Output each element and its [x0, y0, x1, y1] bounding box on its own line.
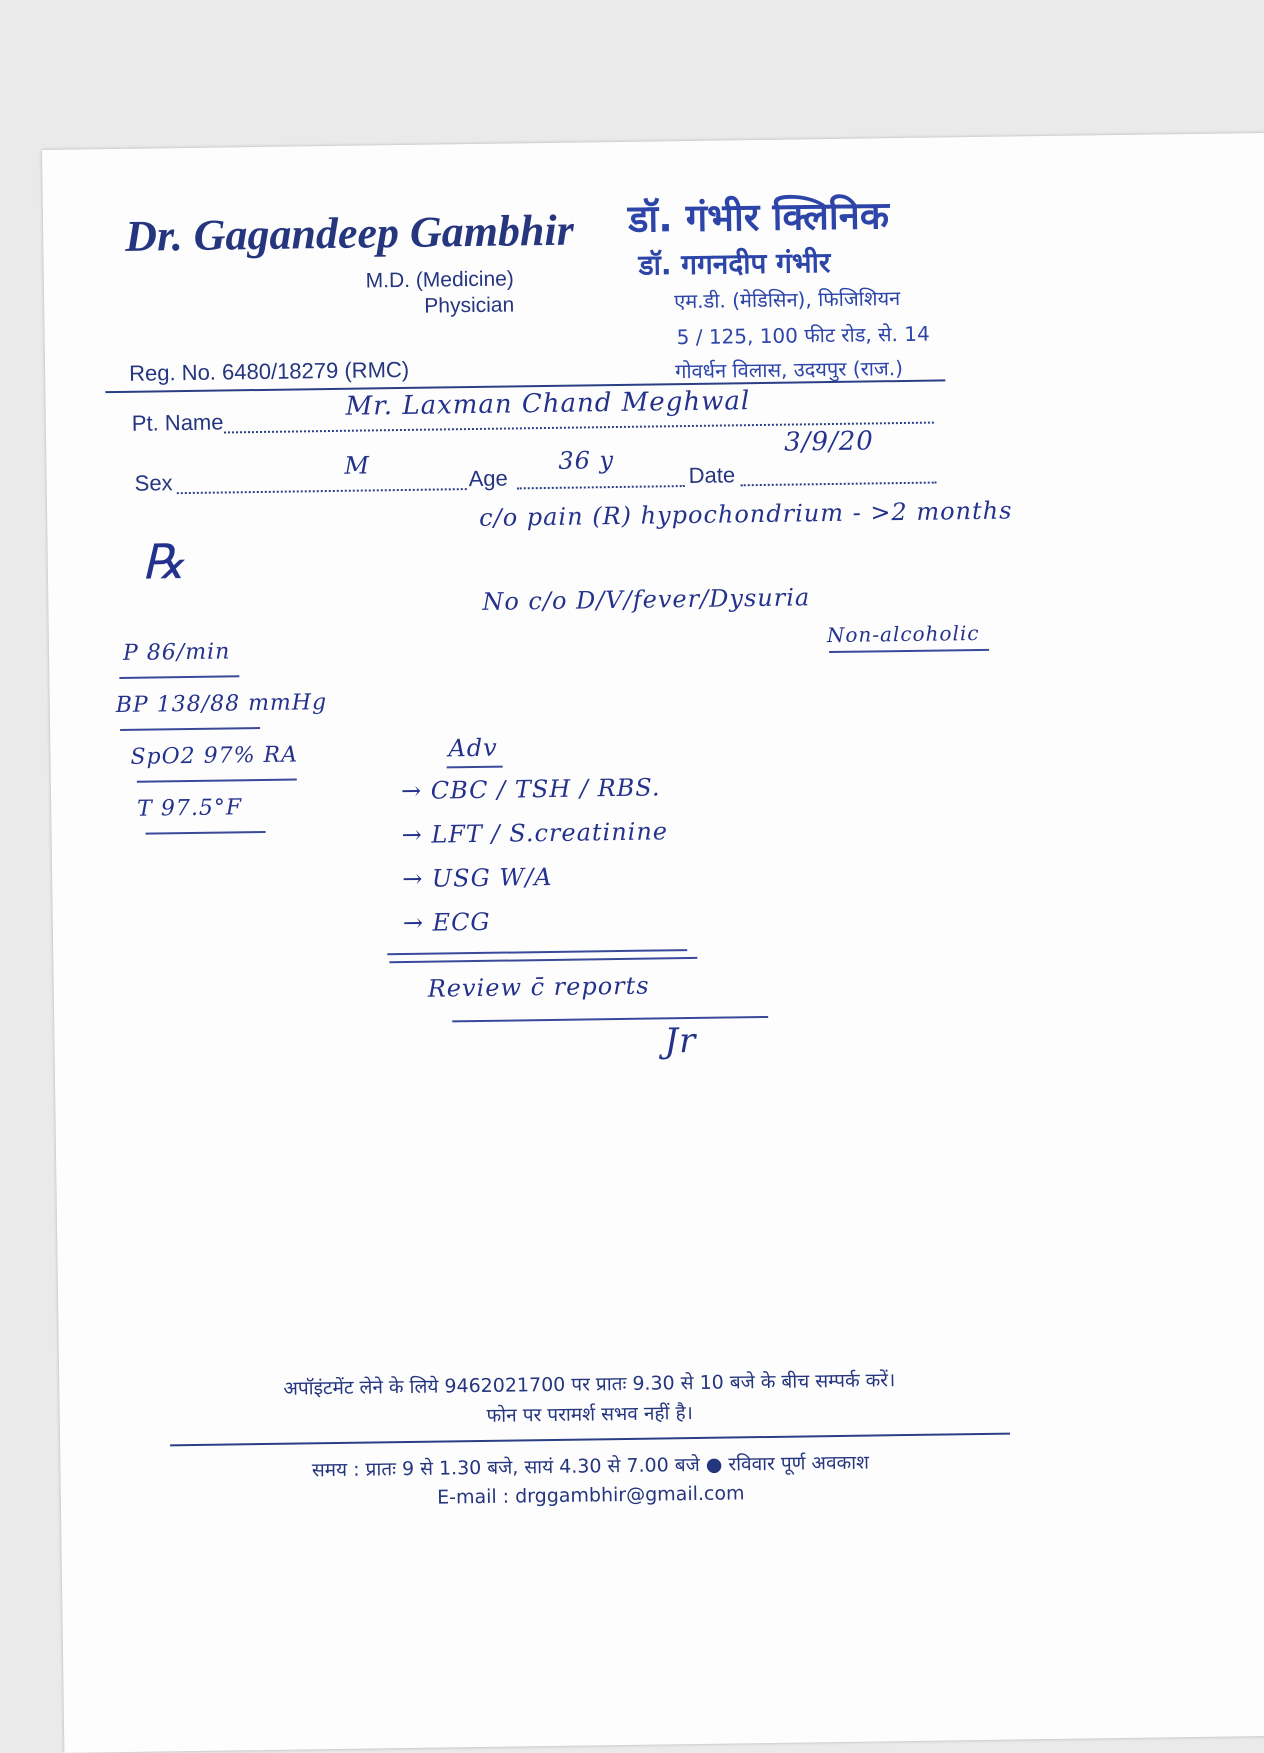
vital-underline: [120, 727, 260, 731]
advice-heading-underline: [447, 766, 503, 769]
review-underline: [452, 1016, 768, 1022]
chief-complaint: c/o pain (R) hypochondrium - >2 months: [478, 496, 1013, 532]
review-note: Review c̄ reports: [427, 971, 650, 1003]
address-line-2: गोवर्धन विलास, उदयपुर (राज.): [674, 356, 904, 384]
date-label: Date: [688, 462, 736, 489]
advice-divider: [387, 949, 687, 955]
advice-heading: Adv: [448, 733, 498, 763]
vital-underline: [137, 779, 297, 783]
clinic-timing: समय : प्रातः 9 से 1.30 बजे, सायं 4.30 से 7.00 बजे ● रविवार पूर्ण अवकाश: [311, 1451, 870, 1482]
advice-item: → LFT / S.creatinine: [401, 817, 669, 850]
doctor-name-english: Dr. Gagandeep Gambhir: [124, 205, 575, 261]
vital-spo2: SpO2 97% RA: [130, 742, 299, 770]
advice-item: → ECG: [402, 907, 491, 938]
habit-note: Non-alcoholic: [826, 620, 980, 648]
vital-pulse: P 86/min: [122, 639, 231, 666]
advice-item: → CBC / TSH / RBS.: [400, 773, 661, 806]
clinic-name-hindi: डॉ. गंभीर क्लिनिक: [627, 193, 890, 241]
patient-name-label: Pt. Name: [131, 409, 224, 436]
patient-name-value: Mr. Laxman Chand Meghwal: [345, 386, 751, 422]
vital-underline: [146, 831, 266, 835]
vital-bp: BP 138/88 mmHg: [115, 690, 328, 719]
age-line: [517, 485, 685, 489]
advice-item: → USG W/A: [402, 862, 553, 894]
date-line: [741, 482, 937, 487]
habit-underline: [829, 649, 989, 653]
vital-underline: [119, 675, 239, 679]
age-label: Age: [468, 465, 508, 492]
rx-symbol: ℞: [141, 534, 186, 591]
vital-temperature: T 97.5°F: [137, 795, 243, 822]
age-value: 36 y: [558, 446, 615, 475]
sex-value: M: [344, 451, 371, 480]
role-english: Physician: [424, 293, 515, 318]
doctor-name-hindi: डॉ. गगनदीप गंभीर: [638, 246, 831, 282]
email-address: E-mail : drggambhir@gmail.com: [436, 1482, 745, 1509]
address-line-1: 5 / 125, 100 फीट रोड, से. 14: [676, 321, 930, 350]
qualification-hindi: एम.डी. (मेडिसिन), फिजिशियन: [674, 286, 901, 314]
appointment-note: अपॉइंटमेंट लेने के लिये 9462021700 पर प्रातः 9.30 से 10 बजे के बीच सम्पर्क करें।: [283, 1369, 896, 1400]
sex-label: Sex: [134, 470, 173, 496]
qualification-english: M.D. (Medicine): [365, 267, 515, 293]
phone-consult-note: फोन पर परामर्श सभव नहीं है।: [486, 1402, 693, 1427]
footer-divider: [170, 1433, 1010, 1447]
negative-history: No c/o D/V/fever/Dysuria: [482, 583, 811, 616]
registration-number: Reg. No. 6480/18279 (RMC): [128, 356, 410, 386]
sex-line: [177, 488, 467, 494]
signature: Jr: [664, 1020, 697, 1062]
prescription-sheet: [42, 133, 1264, 1753]
date-value: 3/9/20: [783, 426, 875, 458]
advice-divider: [389, 957, 697, 963]
